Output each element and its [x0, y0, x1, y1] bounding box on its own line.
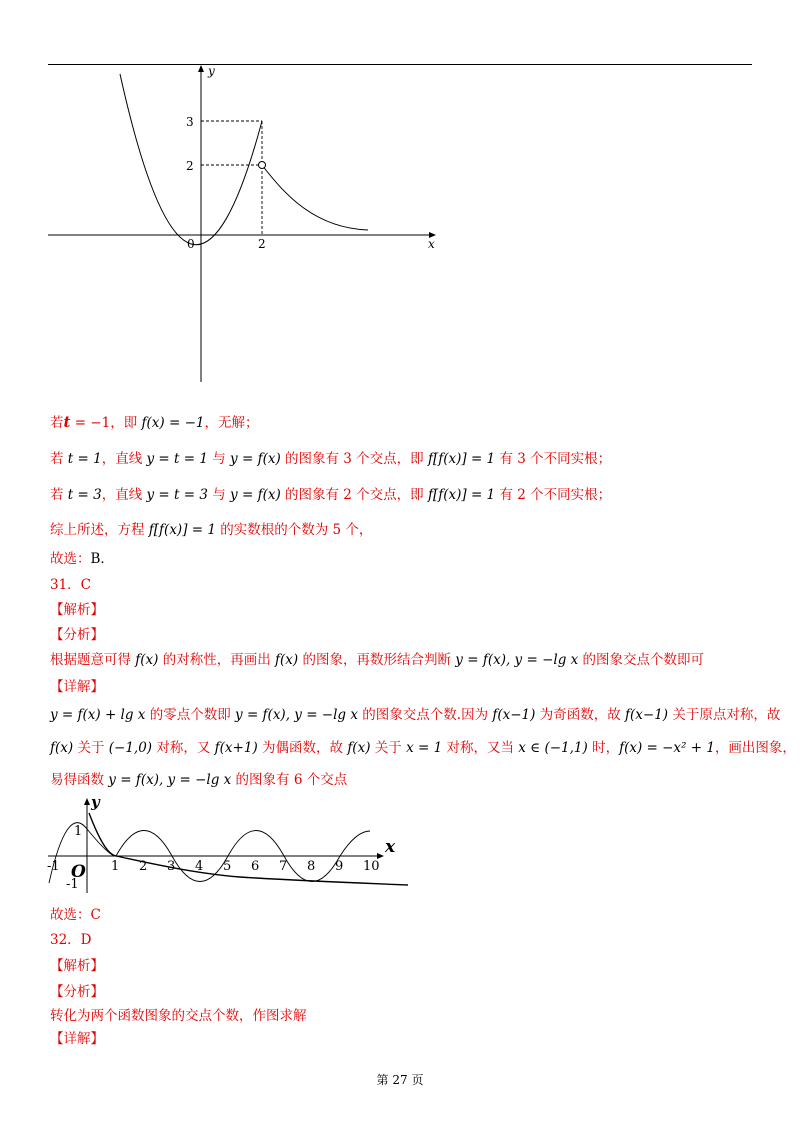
question-32-title: 32．D [50, 932, 92, 948]
tick-label-yneg1: -1 [66, 877, 79, 892]
fenxi-label-31: 【分析】 [50, 627, 104, 643]
line-summary: 综上所述，方程 f[f(x)] = 1 的实数根的个数为 5 个， [50, 522, 373, 538]
x-axis-label-2: x [385, 837, 396, 857]
detail-31-line2: f(x) 关于 (−1,0) 对称，又 f(x+1) 为偶函数，故 f(x) 关于 x = 1 对称，又当 x ∈ (−1,1) 时，f(x) = −x² + 1，画出图象， [50, 740, 796, 756]
x-tick-label: 9 [335, 859, 344, 874]
x-tick-label: -1 [47, 859, 60, 874]
curve-decay [262, 165, 368, 230]
tick-x2: 2 [258, 237, 266, 251]
x-tick-label: 7 [279, 859, 288, 874]
x-axis-label: x [428, 237, 435, 251]
origin-label: 0 [187, 237, 195, 251]
x-tick-label: 10 [363, 859, 380, 874]
xiangjie-label-31: 【详解】 [50, 679, 104, 695]
jiexi-label-32: 【解析】 [50, 958, 104, 974]
line-answer-prev: 故选：B． [50, 551, 114, 567]
tick-y3: 3 [186, 115, 194, 129]
answer-31: 故选：C [50, 907, 101, 923]
page-number: 第 27 页 [376, 1073, 424, 1087]
x-tick-label: 8 [307, 859, 316, 874]
graph-piecewise-function [40, 60, 460, 390]
origin-label-2: O [71, 862, 86, 882]
detail-31-line3: 易得函数 y = f(x), y = −lg x 的图象有 6 个交点 [50, 772, 348, 788]
line-t-1: 若 t = 1，直线 y = t = 1 与 y = f(x) 的图象有 3 个交点，即 f[f(x)] = 1 有 3 个不同实根； [50, 451, 612, 467]
y-axis-label: y [208, 64, 215, 78]
line-t-3: 若 t = 3，直线 y = t = 3 与 y = f(x) 的图象有 2 个交点，即 f[f(x)] = 1 有 2 个不同实根； [50, 487, 612, 503]
x-tick-label: 4 [195, 859, 204, 874]
jiexi-label-31: 【解析】 [50, 602, 104, 618]
x-tick-label: 1 [111, 859, 120, 874]
fenxi-label-32: 【分析】 [50, 984, 104, 1000]
x-tick-label: 5 [223, 859, 232, 874]
question-31-title: 31．C [50, 577, 92, 593]
line-t-neg1: 若t = −1，即 f(x) = −1，无解； [50, 413, 259, 431]
tick-label-y1: 1 [74, 824, 83, 839]
detail-31-line1: y = f(x) + lg x 的零点个数即 y = f(x), y = −lg x 的图象交点个数.因为 f(x−1) 为奇函数，故 f(x−1) 关于原点对称，故 [50, 707, 781, 723]
open-point [259, 162, 266, 169]
x-tick-label: 6 [251, 859, 260, 874]
graph-periodic-and-log [40, 795, 415, 900]
analysis-31: 根据题意可得 f(x) 的对称性，再画出 f(x) 的图象，再数形结合判断 y = f(x), y = −lg x 的图象交点个数即可 [50, 652, 705, 668]
y-axis-label-2: y [91, 795, 100, 811]
x-tick-label: 2 [139, 859, 148, 874]
x-tick-label: 3 [167, 859, 176, 874]
curve-neg-log [89, 813, 408, 885]
xiangjie-label-32: 【详解】 [50, 1031, 104, 1047]
tick-y2: 2 [186, 159, 194, 173]
analysis-32: 转化为两个函数图象的交点个数，作图求解 [50, 1008, 307, 1024]
